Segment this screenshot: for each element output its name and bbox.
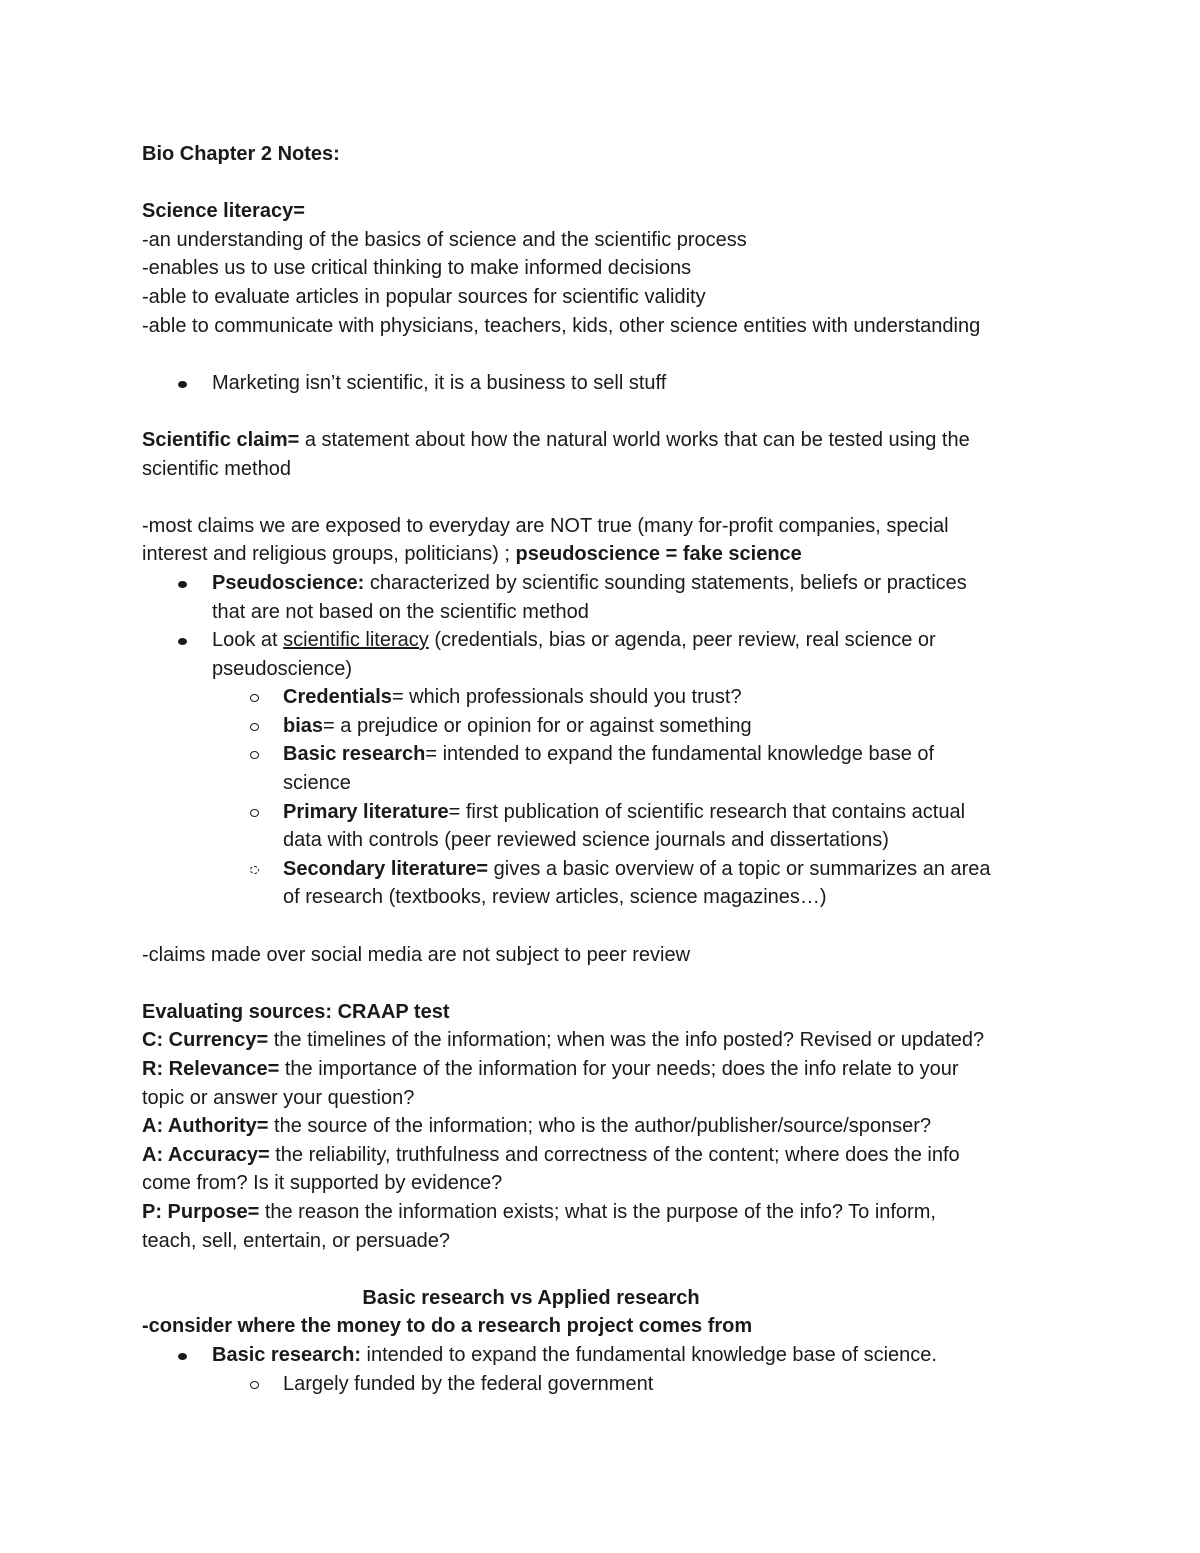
- notes-body: [142, 140, 1062, 1398]
- sub-list-item-cont: of research (textbooks, review articles, science magazines…): [283, 886, 827, 909]
- bullet-circle-icon: [250, 1381, 259, 1389]
- term-label: Pseudoscience:: [212, 571, 365, 594]
- bullet-disc-icon: [178, 381, 187, 388]
- sub-list-item: Basic research= intended to expand the fundamental knowledge base of: [142, 740, 1062, 769]
- bullet-text: Marketing isn’t scientific, it is a business to sell stuff: [212, 371, 667, 394]
- craap-purpose-cont: teach, sell, entertain, or persuade?: [142, 1229, 450, 1252]
- social-media-line: -claims made over social media are not subject to peer review: [142, 943, 691, 966]
- bullet-circle-icon: [250, 723, 259, 731]
- craap-relevance: R: Relevance= the importance of the information for your needs; does the info relate to your: [142, 1058, 959, 1080]
- sub-list-item: Largely funded by the federal government: [142, 1370, 1062, 1399]
- literacy-heading: Science literacy=: [142, 200, 305, 223]
- bullet-circle-icon: [250, 694, 259, 702]
- research-heading: Basic research vs Applied research: [362, 1286, 700, 1309]
- sub-list-item-cont: science: [283, 772, 351, 795]
- literacy-line: -enables us to use critical thinking to make informed decisions: [142, 257, 692, 280]
- list-item: Look at scientific literacy (credentials, bias or agenda, peer review, real science or: [142, 626, 1062, 655]
- literacy-line: -able to evaluate articles in popular sources for scientific validity: [142, 285, 706, 308]
- bullet-circle-icon: [250, 809, 259, 817]
- sub-list-item: Credentials= which professionals should you trust?: [142, 683, 1062, 712]
- list-item-cont: pseudoscience): [212, 657, 353, 680]
- literacy-line: -able to communicate with physicians, teachers, kids, other science entities with understanding: [142, 314, 981, 337]
- craap-currency: C: Currency= the timelines of the information; when was the info posted? Revised or updated?: [142, 1029, 985, 1052]
- list-item: [142, 369, 1062, 398]
- term-label: Primary literature: [283, 800, 449, 823]
- scientific-claim: Scientific claim= a statement about how the natural world works that can be tested using the: [142, 428, 970, 451]
- sub-list-item-cont: data with controls (peer reviewed science journals and dissertations): [283, 829, 889, 852]
- bullet-disc-icon: [178, 1353, 187, 1360]
- craap-relevance-cont: topic or answer your question?: [142, 1086, 415, 1109]
- scientific-claim-cont: scientific method: [142, 457, 291, 480]
- literacy-line: -an understanding of the basics of science and the scientific process: [142, 228, 747, 251]
- craap-accuracy-cont: come from? Is it supported by evidence?: [142, 1172, 503, 1195]
- craap-accuracy: A: Accuracy= the reliability, truthfulness and correctness of the content; where does the info: [142, 1143, 960, 1166]
- bullet-disc-icon: [178, 638, 187, 645]
- craap-heading: Evaluating sources: CRAAP test: [142, 1000, 450, 1023]
- research-subheading: -consider where the money to do a research project comes from: [142, 1315, 753, 1338]
- list-item-cont: that are not based on the scientific method: [212, 600, 589, 623]
- term-label: Scientific claim=: [142, 428, 300, 451]
- term-label: Basic research: [283, 743, 426, 766]
- sub-list-item: Primary literature= first publication of scientific research that contains actual: [142, 798, 1062, 827]
- term-label: bias: [283, 714, 324, 737]
- sub-list-item: Secondary literature= gives a basic overview of a topic or summarizes an area: [142, 855, 1062, 884]
- list-item: Basic research: intended to expand the fundamental knowledge base of science.: [142, 1341, 1062, 1370]
- claims-paragraph-cont: interest and religious groups, politicians) ; pseudoscience = fake science: [142, 543, 802, 566]
- term-label: Basic research:: [212, 1343, 361, 1366]
- term-label: Secondary literature=: [283, 857, 489, 880]
- sub-list-item: bias= a prejudice or opinion for or against something: [142, 712, 1062, 741]
- term-label: Credentials: [283, 686, 392, 709]
- craap-authority: A: Authority= the source of the information; who is the author/publisher/source/sponser?: [142, 1115, 932, 1138]
- underlined-term: scientific literacy: [283, 629, 429, 652]
- craap-purpose: P: Purpose= the reason the information exists; what is the purpose of the info? To inform,: [142, 1200, 936, 1223]
- claims-paragraph: -most claims we are exposed to everyday are NOT true (many for-profit companies, special: [142, 514, 949, 537]
- bullet-circle-icon: [250, 751, 259, 759]
- page-title: Bio Chapter 2 Notes:: [142, 143, 340, 165]
- bullet-circle-icon: [250, 866, 259, 874]
- bullet-disc-icon: [178, 581, 187, 588]
- list-item: Pseudoscience: characterized by scientific sounding statements, beliefs or practices: [142, 569, 1062, 598]
